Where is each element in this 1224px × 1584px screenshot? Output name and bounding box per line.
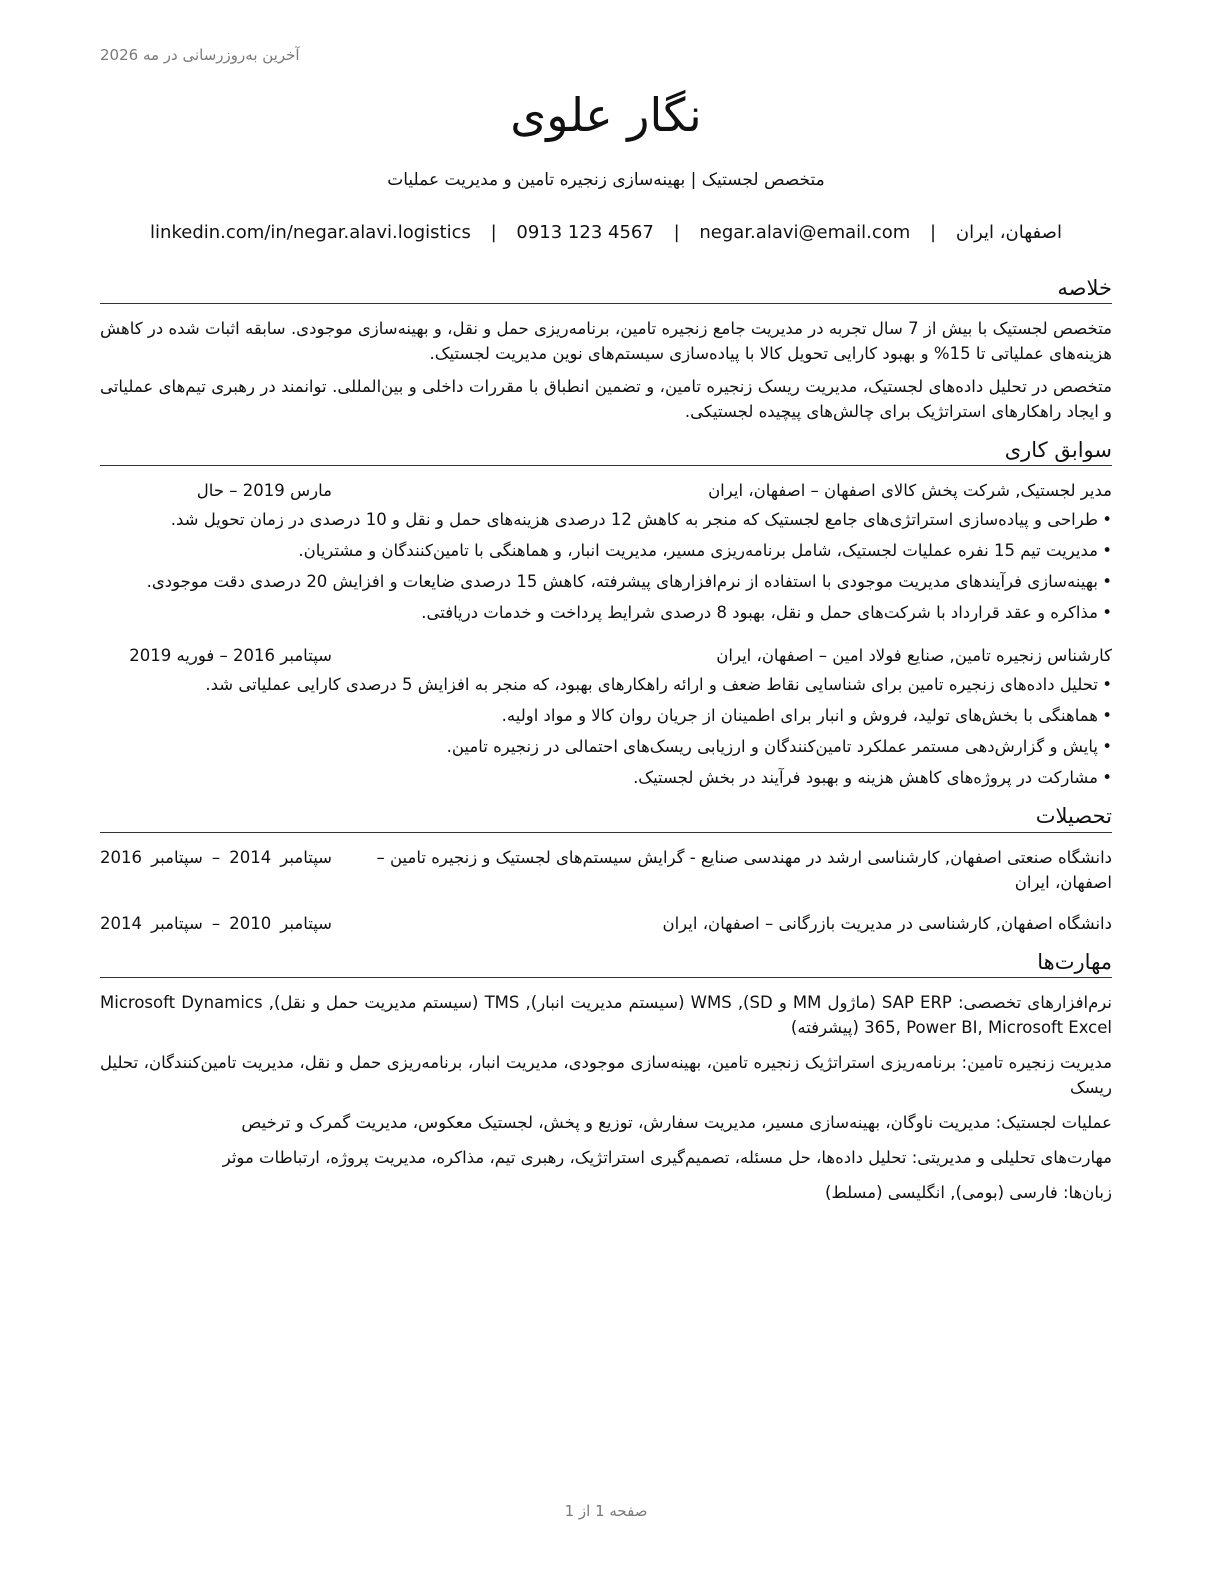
summary-heading: خلاصه	[100, 276, 1112, 304]
skills-line: مدیریت زنجیره تامین: برنامه‌ریزی استراتژیک زنجیره تامین، بهینه‌سازی موجودی، مدیریت انبار، برنامه‌ریزی حمل و نقل، مدیریت تامین‌کنندگان، تحلیل ریسک	[100, 1052, 1112, 1097]
skills-line: مهارت‌های تحلیلی و مدیریتی: تحلیل داده‌ها، حل مسئله، تصمیم‌گیری استراتژیک، رهبری تیم، مذاکره، مدیریت پروژه، ارتباطات موثر	[222, 1147, 1112, 1167]
summary-section	[100, 276, 1112, 424]
job-bullet: • مدیریت تیم 15 نفره عملیات لجستیک، شامل برنامه‌ریزی مسیر، مدیریت انبار، و هماهنگی با تامین‌کنندگان و مشتریان.	[100, 538, 1112, 563]
skills-heading: مهارت‌ها	[100, 950, 1112, 978]
bullet-icon: •	[1102, 768, 1112, 788]
experience-heading: سوابق کاری	[100, 438, 1112, 466]
skills-line: زبان‌ها: فارسی (بومی), انگلیسی (مسلط)	[824, 1182, 1112, 1202]
contact-separator: |	[673, 222, 680, 243]
contact-email-link[interactable]: negar.alavi@email.com	[699, 222, 911, 243]
education-degree: دانشگاه صنعتی اصفهان, کارشناسی ارشد در مهندسی صنایع - گرایش سیستم‌های لجستیک و زنجیره تامین – اصفهان، ایران	[376, 847, 1112, 892]
job-bullet: • تحلیل داده‌های زنجیره تامین برای شناسایی نقاط ضعف و ارائه راهکارهای بهبود، که منجر به افزایش 5 درصدی کارایی عملیاتی شد.	[100, 672, 1112, 697]
job-header	[100, 478, 1112, 503]
bullet-icon: •	[1102, 541, 1112, 561]
job-bullet: • بهینه‌سازی فرآیندهای مدیریت موجودی با استفاده از نرم‌افزارهای پیشرفته، کاهش 15 درصدی ضایعات و افزایش 20 درصدی دقت موجودی.	[100, 569, 1112, 594]
education-degree: دانشگاه اصفهان, کارشناسی در مدیریت بازرگانی – اصفهان، ایران	[662, 913, 1112, 933]
job-bullets	[100, 507, 1112, 625]
contact-phone: 0913 123 4567	[516, 222, 654, 243]
education-entry	[100, 911, 1112, 936]
job-dates: سپتامبر 2016 – فوریه 2019	[129, 646, 332, 666]
job-title-company: کارشناس زنجیره تامین, صنایع فولاد امین – اصفهان، ایران	[716, 646, 1112, 666]
contact-line	[100, 222, 1112, 243]
job-dates: مارس 2019 – حال	[196, 481, 332, 501]
education-dates: سپتامبر 2010 – سپتامبر 2014	[100, 913, 333, 933]
contact-location: اصفهان، ایران	[955, 222, 1062, 243]
last-updated-note: آخرین به‌روزرسانی در مه 2026	[100, 46, 300, 64]
education-heading: تحصیلات	[100, 804, 1112, 832]
contact-linkedin-link[interactable]: linkedin.com/in/negar.alavi.logistics	[150, 222, 471, 243]
job-entry	[100, 643, 1112, 790]
skills-line: نرم‌افزارهای تخصصی: SAP ERP (ماژول MM و SD), WMS (سیستم مدیریت انبار), TMS (سیستم مدیریت حمل و نقل), Microsoft Dynamics 365, Power BI, Microsoft Excel (پیشرفته)	[100, 992, 1112, 1037]
job-bullet: • طراحی و پیاده‌سازی استراتژی‌های جامع لجستیک که منجر به کاهش 12 درصدی هزینه‌های حمل و نقل و 10 درصدی در زمان تحویل شد.	[100, 507, 1112, 532]
bullet-icon: •	[1102, 510, 1112, 530]
bullet-icon: •	[1102, 572, 1112, 592]
job-bullet: • پایش و گزارش‌دهی مستمر عملکرد تامین‌کنندگان و ارزیابی ریسک‌های احتمالی در زنجیره تامین.	[100, 734, 1112, 759]
job-bullet: • مذاکره و عقد قرارداد با شرکت‌های حمل و نقل، بهبود 8 درصدی شرایط پرداخت و خدمات دریافتی.	[100, 600, 1112, 625]
job-bullet: • هماهنگی با بخش‌های تولید، فروش و انبار برای اطمینان از جریان روان کالا و مواد اولیه.	[100, 703, 1112, 728]
resume-body	[100, 276, 1112, 1219]
contact-separator: |	[930, 222, 937, 243]
job-header	[100, 643, 1112, 668]
bullet-icon: •	[1102, 737, 1112, 757]
job-title-company: مدیر لجستیک, شرکت پخش کالای اصفهان – اصفهان، ایران	[708, 481, 1112, 501]
job-bullet: • مشارکت در پروژه‌های کاهش هزینه و بهبود فرآیند در بخش لجستیک.	[100, 765, 1112, 790]
education-entry	[100, 845, 1112, 895]
experience-section	[100, 438, 1112, 790]
job-entry	[100, 478, 1112, 625]
candidate-headline: متخصص لجستیک | بهینه‌سازی زنجیره تامین و مدیریت عملیات	[387, 170, 825, 190]
summary-paragraph: متخصص در تحلیل داده‌های لجستیک، مدیریت ریسک زنجیره تامین، و تضمین انطباق با مقررات داخلی و بین‌المللی. توانمند در رهبری تیم‌های عملیاتی و ایجاد راهکارهای استراتژیک برای چالش‌های پیچیده لجستیکی.	[100, 377, 1112, 422]
summary-paragraph: متخصص لجستیک با بیش از 7 سال تجربه در مدیریت جامع زنجیره تامین، برنامه‌ریزی حمل و نقل، و بهینه‌سازی موجودی. سابقه اثبات شده در کاهش هزینه‌های عملیاتی تا 15% و بهبود کارایی تحویل کالا با پیاده‌سازی سیستم‌های نوین مدیریت لجستیک.	[100, 319, 1113, 364]
resume-page	[100, 0, 1112, 1584]
bullet-icon: •	[1102, 706, 1112, 726]
skills-line: عملیات لجستیک: مدیریت ناوگان، بهینه‌سازی مسیر، مدیریت سفارش، توزیع و پخش، لجستیک معکوس، مدیریت گمرک و ترخیص	[241, 1112, 1112, 1132]
education-section	[100, 804, 1112, 935]
page-number: صفحه 1 از 1	[564, 1502, 648, 1520]
candidate-name: نگار علوی	[510, 88, 702, 142]
job-bullets	[100, 672, 1112, 790]
education-dates: سپتامبر 2014 – سپتامبر 2016	[100, 847, 333, 867]
bullet-icon: •	[1102, 675, 1112, 695]
contact-separator: |	[490, 222, 497, 243]
bullet-icon: •	[1102, 603, 1112, 623]
skills-section	[100, 950, 1112, 1205]
